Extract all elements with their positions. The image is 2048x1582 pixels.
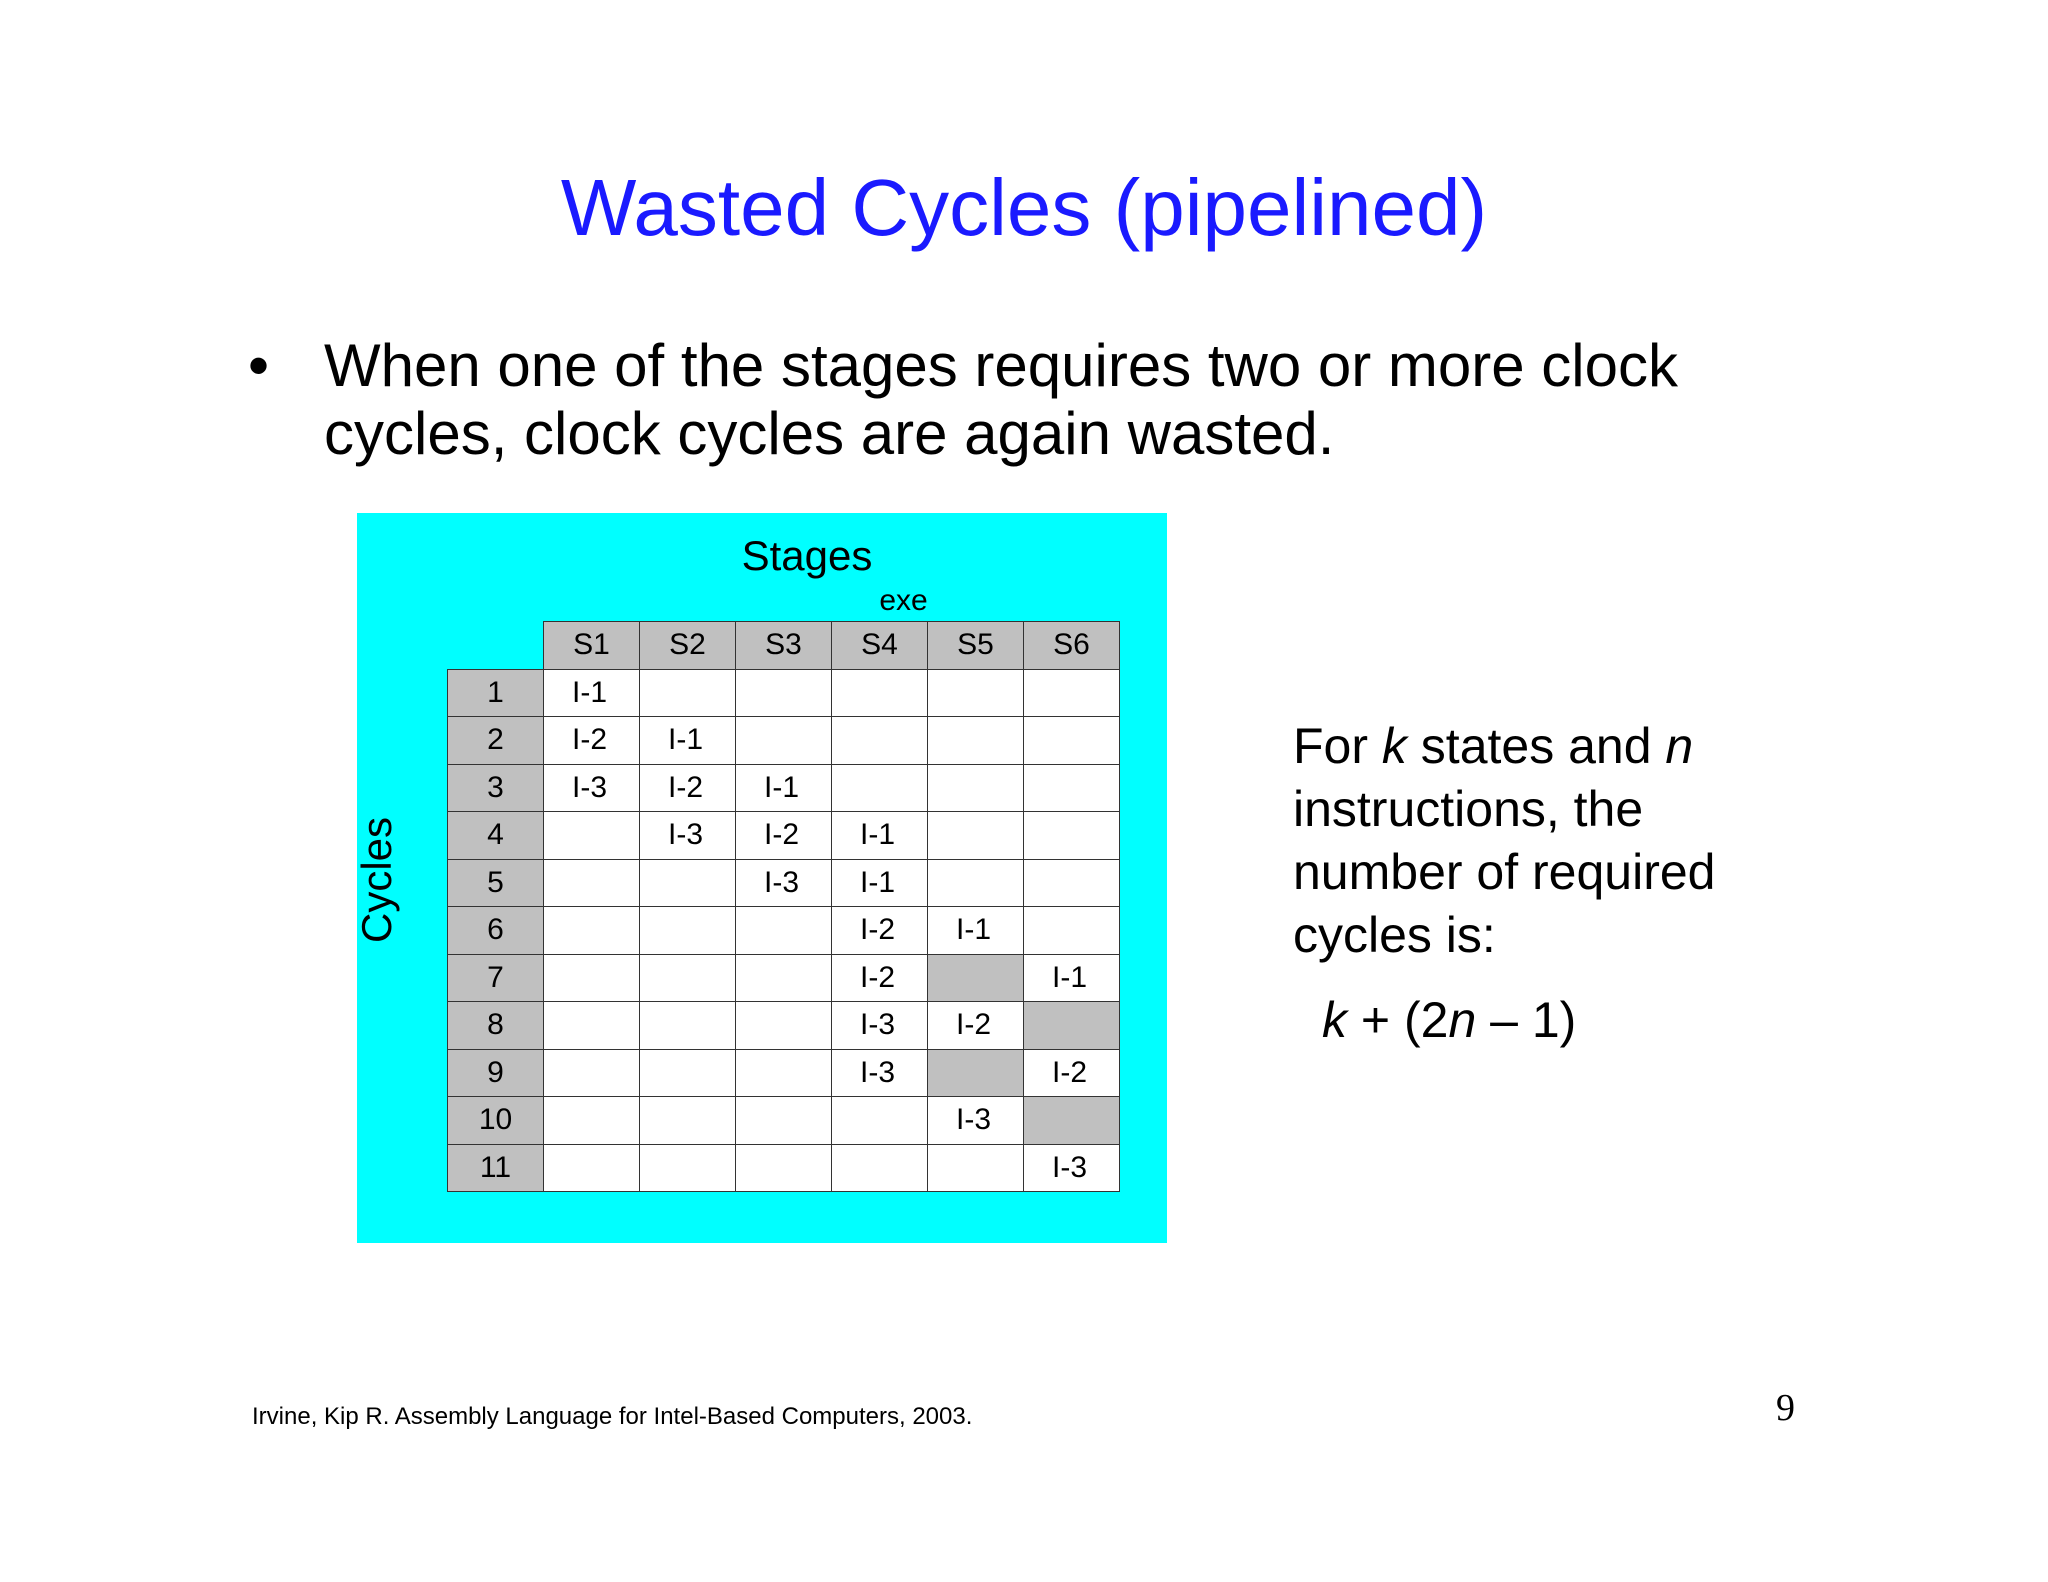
stall-cell: [928, 1049, 1024, 1097]
pipeline-diagram: [353, 513, 1167, 1243]
table-cell: I-1: [928, 907, 1024, 955]
table-cell: [1024, 669, 1120, 717]
bullet-text: When one of the stages requires two or more clock cycles, clock cycles are again wasted.: [324, 332, 1678, 467]
page-number: 9: [1776, 1387, 1795, 1429]
table-cell: I-3: [928, 1097, 1024, 1145]
table-cell: [736, 717, 832, 765]
table-cell: [928, 1144, 1024, 1192]
table-row: [448, 717, 1120, 765]
table-cell: [1024, 764, 1120, 812]
table-row: [448, 1144, 1120, 1192]
table-cell: I-1: [832, 812, 928, 860]
table-cell: I-2: [1024, 1049, 1120, 1097]
side-note-text: states and: [1406, 718, 1666, 774]
table-row: [448, 1049, 1120, 1097]
table-row: [448, 907, 1120, 955]
table-row: [448, 764, 1120, 812]
stages-label: Stages: [741, 532, 873, 579]
table-row: [448, 669, 1120, 717]
table-cell: [736, 669, 832, 717]
table-row: [448, 1002, 1120, 1050]
stage-header: S3: [736, 622, 832, 670]
table-cell: [544, 907, 640, 955]
table-corner: [448, 622, 544, 670]
table-cell: [640, 1144, 736, 1192]
cycle-number: 2: [448, 717, 544, 765]
table-cell: I-2: [832, 954, 928, 1002]
bullet-icon: •: [248, 332, 270, 399]
table-row: [448, 1097, 1120, 1145]
formula-text: – 1): [1476, 992, 1577, 1048]
table-cell: [640, 1049, 736, 1097]
cycle-number: 5: [448, 859, 544, 907]
table-cell: [640, 907, 736, 955]
table-cell: [640, 1097, 736, 1145]
side-note-text: instructions, the number of required cycles is:: [1293, 781, 1716, 963]
table-cell: [544, 859, 640, 907]
table-cell: [544, 812, 640, 860]
formula-n: n: [1448, 992, 1477, 1048]
cycle-number: 4: [448, 812, 544, 860]
cycles-label: Cycles: [353, 816, 400, 943]
table-cell: [736, 907, 832, 955]
exe-label: exe: [879, 584, 928, 617]
table-cell: [832, 764, 928, 812]
table-cell: I-2: [832, 907, 928, 955]
stage-header: S2: [640, 622, 736, 670]
side-note: [1293, 715, 1813, 967]
slide-title: Wasted Cycles (pipelined): [560, 163, 1488, 252]
table-cell: [1024, 717, 1120, 765]
table-cell: [736, 1097, 832, 1145]
table-cell: I-1: [1024, 954, 1120, 1002]
table-row: [448, 812, 1120, 860]
table-cell: [1024, 812, 1120, 860]
table-cell: [928, 764, 1024, 812]
table-cell: [928, 859, 1024, 907]
table-cell: [928, 669, 1024, 717]
table-cell: [832, 1144, 928, 1192]
table-cell: [640, 1002, 736, 1050]
stall-cell: [928, 954, 1024, 1002]
table-cell: [832, 1097, 928, 1145]
stage-header: S6: [1024, 622, 1120, 670]
formula-k: k: [1322, 992, 1347, 1048]
cycle-number: 8: [448, 1002, 544, 1050]
stall-cell: [1024, 1097, 1120, 1145]
table-row: [448, 859, 1120, 907]
table-cell: I-3: [544, 764, 640, 812]
table-cell: [736, 954, 832, 1002]
table-cell: [1024, 859, 1120, 907]
table-cell: I-1: [832, 859, 928, 907]
side-note-text: For: [1293, 718, 1382, 774]
table-cell: [736, 1144, 832, 1192]
pipeline-table: [447, 621, 1120, 1192]
table-cell: I-2: [640, 764, 736, 812]
cycle-number: 3: [448, 764, 544, 812]
table-row: [448, 954, 1120, 1002]
cycle-number: 7: [448, 954, 544, 1002]
stage-header-row: [448, 622, 1120, 670]
table-cell: [640, 669, 736, 717]
stage-header: S5: [928, 622, 1024, 670]
table-cell: [736, 1002, 832, 1050]
table-cell: I-1: [640, 717, 736, 765]
cycle-number: 6: [448, 907, 544, 955]
n-variable: n: [1665, 718, 1694, 774]
citation: Irvine, Kip R. Assembly Language for Intel-Based Computers, 2003.: [252, 1403, 973, 1430]
cycle-formula: [1322, 990, 1576, 1050]
table-cell: [640, 859, 736, 907]
cycle-number: 11: [448, 1144, 544, 1192]
table-cell: I-2: [736, 812, 832, 860]
table-cell: I-1: [736, 764, 832, 812]
table-cell: [544, 1097, 640, 1145]
table-cell: I-1: [544, 669, 640, 717]
table-cell: [544, 1002, 640, 1050]
table-cell: [832, 717, 928, 765]
table-cell: [928, 812, 1024, 860]
table-cell: I-3: [832, 1049, 928, 1097]
table-cell: [832, 669, 928, 717]
cycle-number: 9: [448, 1049, 544, 1097]
stage-header: S4: [832, 622, 928, 670]
table-cell: I-3: [640, 812, 736, 860]
stage-header: S1: [544, 622, 640, 670]
stall-cell: [1024, 1002, 1120, 1050]
table-cell: [544, 1144, 640, 1192]
table-cell: I-3: [1024, 1144, 1120, 1192]
table-cell: [928, 717, 1024, 765]
table-cell: I-2: [544, 717, 640, 765]
table-cell: [544, 1049, 640, 1097]
pipeline-table-body: [448, 669, 1120, 1192]
table-cell: I-2: [928, 1002, 1024, 1050]
table-cell: [1024, 907, 1120, 955]
cycle-number: 10: [448, 1097, 544, 1145]
formula-text: + (2: [1347, 992, 1449, 1048]
table-cell: [640, 954, 736, 1002]
k-variable: k: [1381, 718, 1407, 774]
cycle-number: 1: [448, 669, 544, 717]
table-cell: I-3: [832, 1002, 928, 1050]
table-cell: I-3: [736, 859, 832, 907]
table-cell: [544, 954, 640, 1002]
table-cell: [736, 1049, 832, 1097]
